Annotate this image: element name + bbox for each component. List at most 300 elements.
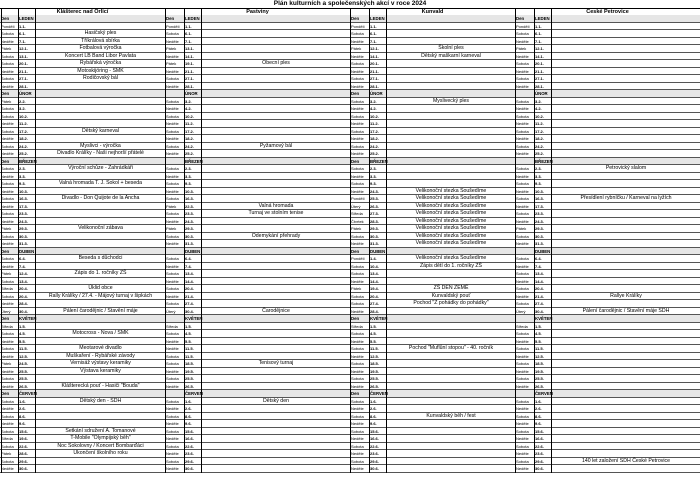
date-cell: 31.3. — [370, 241, 379, 246]
weekday-cell: Sobota — [1, 76, 14, 81]
date-cell: 9.6. — [19, 421, 26, 426]
date-cell: 23.3. — [535, 211, 544, 216]
weekday-cell: Středa — [1, 436, 13, 441]
event-cell — [202, 345, 350, 353]
event-cell — [202, 465, 350, 473]
event-cell — [552, 120, 700, 128]
event-cell — [387, 360, 515, 368]
event-cell — [552, 30, 700, 38]
date-cell: 12.5. — [19, 353, 28, 359]
weekday-cell: Sobota — [166, 271, 179, 276]
date-cell: 11.5. — [370, 346, 379, 351]
date-cell: 31.3. — [19, 241, 28, 246]
weekday-cell: Sobota — [516, 376, 529, 381]
date-cell: 2.6. — [535, 406, 542, 411]
weekday-cell: Sobota — [516, 346, 529, 351]
date-cell: 28.4. — [19, 301, 28, 306]
date-cell: 3.3. — [19, 173, 26, 179]
date-cell: 27.1. — [185, 76, 194, 81]
weekday-cell: Neděle — [1, 383, 14, 389]
event-cell — [202, 180, 350, 188]
weekday-cell: Neděle — [516, 68, 529, 74]
date-cell: 11.2. — [370, 121, 379, 126]
weekday-cell: Pátek — [1, 271, 12, 276]
weekday-cell: Neděle — [351, 338, 364, 344]
date-cell: 1.1. — [535, 23, 542, 29]
date-cell: 11.5. — [185, 346, 194, 351]
event-cell — [202, 413, 350, 421]
month-label: BŘEZEN — [370, 158, 388, 164]
date-cell: 6.1. — [185, 31, 192, 36]
date-cell: 1.6. — [535, 398, 542, 404]
weekday-cell: Neděle — [351, 53, 364, 59]
weekday-cell: Neděle — [1, 406, 14, 411]
weekday-cell: Sobota — [166, 361, 179, 366]
weekday-cell: Neděle — [516, 421, 529, 426]
weekday-cell: Pátek — [1, 226, 12, 231]
date-cell: 2.3. — [535, 166, 542, 171]
event-cell — [387, 435, 515, 443]
date-cell: 4.5. — [19, 331, 26, 336]
weekday-cell: Neděle — [516, 188, 529, 194]
weekday-cell: Sobota — [516, 398, 529, 404]
date-cell: 1.6. — [19, 398, 26, 404]
date-cell: 29.6. — [19, 458, 28, 464]
date-cell: 29.6. — [370, 458, 379, 464]
event-cell — [202, 240, 350, 248]
column-divider — [18, 8, 19, 473]
event-cell: Zápis do 1. ročníky ZŠ — [74, 270, 127, 276]
event-cell — [387, 113, 515, 121]
event-cell: Rally Králíky / 27.4. - Májový turnaj v šipkách — [48, 292, 153, 299]
event-cell — [202, 323, 350, 331]
event-cell — [202, 428, 350, 436]
weekday-cell: Sobota — [1, 181, 14, 186]
weekday-cell: Pátek — [516, 46, 527, 51]
date-cell: 18.2. — [19, 136, 28, 141]
event-cell — [552, 375, 700, 383]
weekday-cell: Sobota — [166, 458, 179, 464]
event-cell — [552, 398, 700, 406]
event-cell — [202, 38, 350, 46]
event-cell — [552, 338, 700, 346]
event-cell — [202, 458, 350, 466]
date-cell: 14.4. — [185, 278, 194, 284]
event-cell — [36, 458, 165, 466]
date-cell: 13.4. — [19, 278, 28, 284]
weekday-cell: Sobota — [1, 346, 14, 351]
date-cell: 24.2. — [185, 143, 194, 149]
event-cell — [552, 405, 700, 413]
event-cell — [202, 150, 350, 158]
weekday-cell: Sobota — [516, 458, 529, 464]
date-cell: 21.4. — [535, 293, 544, 299]
event-cell: Turnaj ve stolním tenise — [248, 210, 304, 216]
date-cell: 7.4. — [535, 263, 542, 269]
column-divider — [35, 8, 36, 473]
weekday-cell: Úterý — [1, 308, 11, 314]
weekday-cell: Neděle — [516, 203, 529, 209]
event-cell — [387, 375, 515, 383]
date-cell: 22.6. — [370, 443, 379, 449]
weekday-cell: Sobota — [166, 301, 179, 306]
event-cell: Zápis dětí do 1. ročníky ZŠ — [420, 262, 482, 269]
event-cell — [387, 60, 515, 68]
date-cell: 9.6. — [185, 421, 192, 426]
date-cell: 18.2. — [535, 136, 544, 141]
event-cell: Klášterecká pouť - Hasiči "Bouda" — [61, 382, 140, 389]
date-cell: 3.3. — [370, 173, 377, 179]
date-cell: 20.4. — [19, 286, 28, 291]
event-cell: Tenisový turnaj — [258, 360, 294, 366]
weekday-cell: Neděle — [351, 406, 364, 411]
weekday-cell: Sobota — [351, 376, 364, 381]
weekday-cell: Pátek — [166, 61, 177, 66]
weekday-cell: Sobota — [516, 196, 529, 201]
weekday-cell: Sobota — [351, 31, 364, 36]
month-label: DUBEN — [185, 248, 201, 254]
event-cell — [36, 135, 165, 143]
date-cell: 19.1. — [185, 61, 194, 66]
date-cell: 8.6. — [185, 413, 192, 419]
weekday-cell: Sobota — [1, 113, 14, 119]
event-cell — [36, 323, 165, 331]
date-cell: 5.5. — [185, 338, 192, 344]
date-cell: 12.1. — [19, 46, 28, 51]
weekday-cell: Sobota — [166, 353, 179, 359]
date-cell: 15.6. — [535, 428, 544, 434]
event-cell — [36, 113, 165, 121]
date-cell: 24.2. — [370, 143, 379, 149]
date-cell: 1.1. — [19, 23, 26, 29]
event-cell — [36, 420, 165, 428]
date-cell: 2.6. — [370, 406, 377, 411]
event-cell: Rodičovský bál — [83, 75, 118, 81]
event-cell — [387, 405, 515, 413]
event-cell: Odemykání přehrady — [251, 232, 301, 239]
event-cell: ZŠ DEN ZEMĚ — [433, 285, 469, 291]
town-name: Klášterec nad Orlicí — [56, 9, 109, 15]
date-cell: 30.3. — [185, 233, 194, 239]
date-cell: 28.4. — [370, 308, 379, 314]
date-cell: 10.2. — [370, 113, 379, 119]
weekday-cell: Pátek — [351, 286, 362, 291]
event-cell — [552, 435, 700, 443]
event-cell — [202, 173, 350, 181]
date-cell: 21.1. — [19, 68, 28, 74]
date-cell: 27.4. — [185, 301, 194, 306]
weekday-cell: Neděle — [351, 151, 364, 156]
event-cell — [202, 53, 350, 61]
date-cell: 7.1. — [185, 38, 192, 44]
weekday-cell: Neděle — [166, 263, 179, 269]
date-cell: 30.6. — [370, 466, 379, 471]
date-cell: 14.1. — [535, 53, 544, 59]
date-cell: 3.3. — [535, 173, 542, 179]
weekday-cell: Sobota — [351, 76, 364, 81]
event-cell — [552, 383, 700, 391]
date-cell: 3.2. — [19, 106, 26, 111]
event-cell: Dětský maškarní karneval — [421, 52, 481, 59]
event-cell — [552, 173, 700, 181]
weekday-cell: Sobota — [351, 98, 364, 104]
weekday-cell: Sobota — [166, 31, 179, 36]
weekday-cell: Sobota — [166, 143, 179, 149]
weekday-cell: Sobota — [516, 98, 529, 104]
event-cell — [552, 465, 700, 473]
date-cell: 17.2. — [370, 128, 379, 134]
weekday-cell: Neděle — [166, 218, 179, 224]
weekday-cell: Středa — [166, 323, 178, 329]
date-cell: 4.2. — [370, 106, 377, 111]
weekday-cell: Neděle — [1, 38, 14, 44]
town-name: Pastviny — [246, 9, 269, 15]
weekday-cell: Sobota — [1, 196, 14, 201]
date-cell: 9.3. — [535, 181, 542, 186]
month-column-header: LEDEN — [370, 16, 385, 21]
column-divider — [165, 8, 166, 473]
event-cell: Divadlo - Don Quijote de la Ancha — [61, 195, 140, 201]
event-cell — [202, 23, 350, 31]
weekday-cell: Neděle — [166, 121, 179, 126]
weekday-cell: Sobota — [1, 211, 14, 216]
weekday-cell: Sobota — [516, 331, 529, 336]
event-cell: Čarodějnice — [262, 307, 290, 314]
date-cell: 19.6. — [19, 436, 28, 441]
event-cell — [387, 135, 515, 143]
weekday-cell: Sobota — [516, 286, 529, 291]
date-cell: 8.6. — [535, 413, 542, 419]
weekday-cell: Sobota — [351, 428, 364, 434]
event-cell — [202, 98, 350, 106]
event-cell — [552, 285, 700, 293]
date-cell: 11.5. — [535, 346, 544, 351]
event-cell — [202, 218, 350, 226]
date-cell: 24.3. — [185, 218, 194, 224]
weekday-cell: Neděle — [166, 278, 179, 284]
weekday-cell: Neděle — [516, 218, 529, 224]
date-cell: 24.3. — [370, 188, 379, 194]
weekday-cell: Pondělí — [516, 23, 530, 29]
date-cell: 6.4. — [185, 256, 192, 261]
weekday-cell: Sobota — [1, 233, 14, 239]
event-cell — [387, 308, 515, 316]
weekday-cell: Sobota — [166, 428, 179, 434]
weekday-cell: Sobota — [1, 293, 14, 299]
event-cell: Myslivci - výročka — [80, 142, 121, 149]
weekday-cell: Neděle — [351, 121, 364, 126]
event-cell — [387, 38, 515, 46]
event-cell — [202, 435, 350, 443]
event-cell — [202, 270, 350, 278]
date-cell: 8.6. — [19, 413, 26, 419]
weekday-cell: Pátek — [166, 46, 177, 51]
event-cell — [202, 113, 350, 121]
weekday-cell: Neděle — [166, 188, 179, 194]
date-cell: 10.3. — [19, 188, 28, 194]
month-label: ČERVEN — [185, 391, 203, 396]
event-cell — [36, 233, 165, 241]
day-column-header: Den — [166, 16, 175, 21]
date-cell: 25.2. — [370, 151, 379, 156]
date-cell: 12.4. — [19, 271, 28, 276]
weekday-cell: Sobota — [516, 271, 529, 276]
event-cell: Velikonoční stezka Soušedíme — [415, 210, 487, 216]
weekday-cell: Neděle — [166, 436, 179, 441]
event-cell: Myslivecký ples — [432, 97, 470, 104]
date-cell: 14.1. — [185, 53, 194, 59]
weekday-cell: Sobota — [166, 128, 179, 134]
event-cell: Úklid obce — [88, 285, 113, 291]
weekday-cell: Neděle — [166, 151, 179, 156]
event-cell: Pyžamový bál — [259, 142, 293, 149]
weekday-cell: Sobota — [516, 166, 529, 171]
date-cell: 28.6. — [19, 451, 28, 456]
event-cell: Hasičský ples — [84, 30, 117, 36]
weekday-cell: Neděle — [166, 421, 179, 426]
event-cell — [202, 293, 350, 301]
day-column-header: Den — [1, 158, 10, 164]
date-cell: 18.2. — [185, 136, 194, 141]
date-cell: 18.2. — [370, 136, 379, 141]
event-cell — [387, 458, 515, 466]
date-cell: 18.5. — [535, 361, 544, 366]
weekday-cell: Neděle — [516, 173, 529, 179]
weekday-cell: Sobota — [166, 443, 179, 449]
event-cell — [202, 420, 350, 428]
date-cell: 15.6. — [19, 428, 28, 434]
weekday-cell: Neděle — [166, 383, 179, 389]
event-cell — [202, 300, 350, 308]
weekday-cell: Neděle — [351, 353, 364, 359]
date-cell: 2.6. — [19, 406, 26, 411]
weekday-cell: Neděle — [351, 466, 364, 471]
weekday-cell: Sobota — [1, 31, 14, 36]
weekday-cell: Pátek — [351, 226, 362, 231]
weekday-cell: Sobota — [351, 293, 364, 299]
weekday-cell: Středa — [1, 286, 13, 291]
date-cell: 29.6. — [535, 458, 544, 464]
month-label: DUBEN — [19, 248, 35, 254]
event-cell — [202, 368, 350, 376]
date-cell: 27.1. — [19, 76, 28, 81]
event-cell: Muškaření - Rybářské závody — [66, 352, 135, 359]
weekday-cell: Pondělí — [351, 256, 365, 261]
weekday-cell: Sobota — [516, 76, 529, 81]
date-cell: 9.6. — [370, 421, 377, 426]
date-cell: 12.1. — [535, 46, 544, 51]
date-cell: 9.6. — [535, 421, 542, 426]
weekday-cell: Neděle — [1, 136, 14, 141]
event-cell — [552, 428, 700, 436]
date-cell: 2.3. — [185, 166, 192, 171]
date-cell: 8.6. — [370, 413, 377, 419]
event-cell — [552, 113, 700, 121]
date-cell: 7.1. — [19, 38, 26, 44]
weekday-cell: Sobota — [1, 143, 14, 149]
event-cell: Velikonoční stezka Soušedíme — [415, 217, 487, 224]
weekday-cell: Neděle — [1, 83, 14, 89]
column-divider — [386, 8, 387, 473]
date-cell: 25.2. — [185, 151, 194, 156]
weekday-cell: Neděle — [351, 136, 364, 141]
weekday-cell: Úterý — [351, 203, 361, 209]
event-cell: Vernisáž výstavy keramiky — [70, 360, 131, 366]
event-cell — [387, 270, 515, 278]
weekday-cell: Sobota — [351, 361, 364, 366]
event-cell: Velikonoční zábava — [78, 225, 123, 231]
weekday-cell: Neděle — [516, 466, 529, 471]
weekday-cell: Úterý — [166, 308, 176, 314]
weekday-cell: Pátek — [1, 451, 12, 456]
weekday-cell: Pondělí — [1, 23, 15, 29]
event-cell: T-Mobile "Olympijský běh" — [70, 435, 131, 441]
event-cell — [387, 368, 515, 376]
date-cell: 30.4. — [535, 308, 544, 314]
date-cell: 29.3. — [535, 226, 544, 231]
weekday-cell: Sobota — [166, 181, 179, 186]
month-label: ÚNOR — [185, 91, 198, 96]
event-cell — [36, 120, 165, 128]
month-label: ÚNOR — [370, 91, 383, 96]
weekday-cell: Sobota — [1, 398, 14, 404]
event-cell — [387, 75, 515, 83]
event-cell: Velikonoční stezka Soušedíme — [415, 187, 487, 194]
weekday-cell: Neděle — [516, 353, 529, 359]
weekday-cell: Sobota — [516, 428, 529, 434]
event-cell: Fotbalová výročka — [79, 45, 122, 51]
date-cell: 29.3. — [19, 226, 28, 231]
date-cell: 14.4. — [370, 278, 379, 284]
event-cell — [202, 135, 350, 143]
date-cell: 10.2. — [185, 113, 194, 119]
date-cell: 19.5. — [370, 368, 379, 374]
weekday-cell: Sobota — [1, 278, 14, 284]
event-cell — [36, 105, 165, 113]
event-cell — [202, 30, 350, 38]
event-cell — [387, 150, 515, 158]
date-cell: 5.5. — [370, 338, 377, 344]
date-cell: 7.4. — [185, 263, 192, 269]
weekday-cell: Úterý — [516, 308, 526, 314]
weekday-cell: Neděle — [1, 353, 14, 359]
month-label: KVĚTEN — [185, 316, 203, 321]
event-cell: Valná hromada — [258, 202, 294, 209]
date-cell: 31.3. — [185, 241, 194, 246]
weekday-cell: Středa — [1, 323, 13, 329]
column-divider — [551, 8, 552, 473]
date-cell: 28.3. — [370, 218, 379, 224]
date-cell: 24.3. — [535, 218, 544, 224]
weekday-cell: Neděle — [516, 278, 529, 284]
event-cell: Výstava keramiky — [80, 367, 121, 374]
weekday-cell: Sobota — [166, 98, 179, 104]
date-cell: 3.3. — [185, 173, 192, 179]
event-cell — [202, 195, 350, 203]
event-cell — [552, 240, 700, 248]
event-cell — [36, 338, 165, 346]
weekday-cell: Neděle — [351, 173, 364, 179]
event-cell: Pochod "Muflůní stopou" - 40. ročník — [408, 345, 494, 351]
weekday-cell: Sobota — [351, 413, 364, 419]
event-cell: Kunvaldský pouť — [431, 292, 471, 299]
event-cell: Beseda s důchodci — [78, 255, 123, 261]
weekday-cell: Neděle — [1, 188, 14, 194]
date-cell: 29.6. — [185, 458, 194, 464]
date-cell: 12.5. — [535, 353, 544, 359]
weekday-cell: Neděle — [516, 368, 529, 374]
date-cell: 26.5. — [19, 383, 28, 389]
